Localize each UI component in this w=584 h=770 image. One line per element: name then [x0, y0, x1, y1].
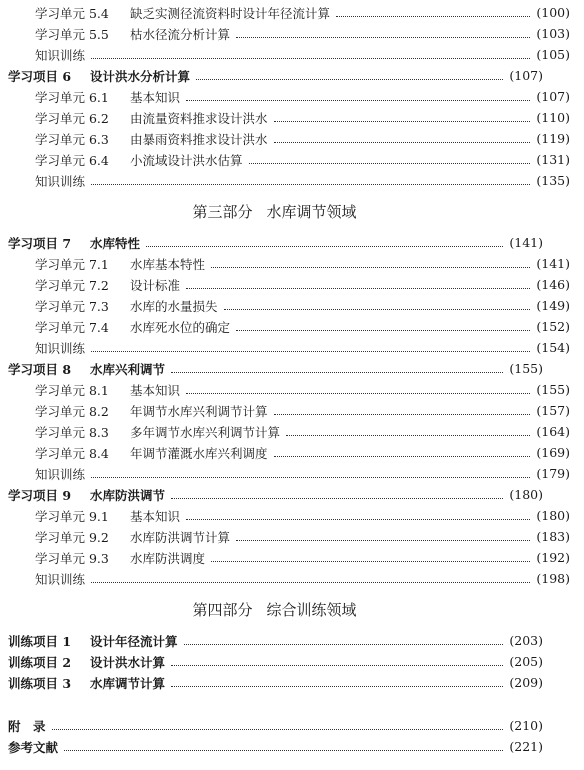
entry-number: 学习单元 6.4 — [35, 152, 109, 168]
entry-label — [35, 46, 85, 64]
toc-item-entry[interactable] — [0, 232, 557, 253]
entry-label — [35, 444, 268, 462]
entry-title: 缺乏实测径流资料时设计年径流计算 — [130, 5, 331, 21]
page-number: (221) — [509, 739, 543, 754]
entry-number: 学习单元 5.4 — [35, 5, 109, 21]
toc-unit-entry[interactable] — [0, 274, 584, 295]
entry-number: 学习单元 7.2 — [35, 277, 109, 293]
part-title: 水库调节领域 — [266, 203, 357, 221]
entry-label — [35, 130, 268, 148]
dot-leader — [91, 581, 530, 583]
page-number: (119) — [536, 131, 570, 146]
dot-leader — [236, 36, 530, 38]
dot-leader — [274, 120, 531, 122]
toc-exercise-entry[interactable] — [0, 337, 584, 358]
dot-leader — [211, 266, 530, 268]
part-number: 第三部分 — [192, 203, 253, 221]
entry-title: 多年调节水库兴利调节计算 — [130, 424, 281, 440]
entry-number: 学习单元 6.1 — [35, 89, 109, 105]
toc-unit-entry[interactable] — [0, 526, 584, 547]
dot-leader — [91, 57, 530, 59]
entry-label — [35, 423, 280, 441]
dot-leader — [171, 497, 503, 499]
dot-leader — [64, 749, 503, 751]
page-number: (100) — [536, 5, 570, 20]
entry-label — [35, 339, 85, 357]
page-number: (157) — [536, 403, 570, 418]
toc-appendix-entry[interactable] — [0, 715, 557, 736]
page-number: (183) — [536, 529, 570, 544]
entry-title: 水库死水位的确定 — [130, 319, 231, 335]
page-number: (135) — [536, 173, 570, 188]
entry-label — [35, 465, 85, 483]
toc-unit-entry[interactable] — [0, 505, 584, 526]
page-number: (103) — [536, 26, 570, 41]
page-number: (155) — [509, 361, 543, 376]
entry-number: 学习单元 9.3 — [35, 550, 109, 566]
page-number: (149) — [536, 298, 570, 313]
page-number: (179) — [536, 466, 570, 481]
entry-label — [35, 4, 330, 22]
entry-title: 由流量资料推求设计洪水 — [130, 110, 268, 126]
dot-leader — [171, 664, 503, 666]
entry-number: 学习单元 6.2 — [35, 110, 109, 126]
entry-number: 学习项目 6 — [8, 68, 72, 84]
dot-leader — [146, 245, 503, 247]
dot-leader — [286, 434, 530, 436]
entry-title: 知识训练 — [35, 340, 86, 356]
page-number: (198) — [536, 571, 570, 586]
entry-label — [8, 717, 46, 735]
entry-label — [35, 528, 230, 546]
entry-label — [35, 25, 230, 43]
entry-label — [35, 88, 180, 106]
dot-leader — [91, 183, 530, 185]
dot-leader — [274, 141, 531, 143]
entry-title: 参考文献 — [8, 739, 59, 755]
entry-label — [35, 255, 205, 273]
entry-title: 年调节水库兴利调节计算 — [130, 403, 268, 419]
toc-unit-entry[interactable] — [0, 379, 584, 400]
dot-leader — [186, 518, 530, 520]
entry-label — [8, 674, 165, 692]
toc-unit-entry[interactable] — [0, 86, 584, 107]
page-number: (152) — [536, 319, 570, 334]
part-number: 第四部分 — [192, 601, 253, 619]
toc-unit-entry[interactable] — [0, 400, 584, 421]
dot-leader — [224, 308, 531, 310]
entry-label — [35, 109, 268, 127]
page-number: (169) — [536, 445, 570, 460]
dot-leader — [52, 728, 504, 730]
toc-unit-entry[interactable] — [0, 421, 584, 442]
entry-number: 学习单元 8.4 — [35, 445, 109, 461]
entry-title: 水库调节计算 — [90, 675, 166, 691]
entry-number: 学习单元 7.4 — [35, 319, 109, 335]
page-number: (180) — [536, 508, 570, 523]
toc-item-entry[interactable] — [0, 672, 557, 693]
toc-unit-entry[interactable] — [0, 149, 584, 170]
entry-title: 水库兴利调节 — [90, 361, 166, 377]
entry-label — [8, 486, 165, 504]
entry-number: 训练项目 3 — [8, 675, 72, 691]
toc-unit-entry[interactable] — [0, 253, 584, 274]
dot-leader — [274, 455, 531, 457]
entry-number: 学习单元 7.1 — [35, 256, 109, 272]
dot-leader — [186, 392, 530, 394]
entry-number: 学习单元 9.2 — [35, 529, 109, 545]
entry-label — [35, 172, 85, 190]
page-number: (110) — [536, 110, 570, 125]
dot-leader — [236, 329, 530, 331]
toc-unit-entry[interactable] — [0, 107, 584, 128]
entry-label — [8, 653, 165, 671]
page-number: (192) — [536, 550, 570, 565]
entry-title: 水库防洪调度 — [130, 550, 206, 566]
dot-leader — [236, 539, 530, 541]
part-heading — [0, 200, 549, 224]
entry-title: 设计年径流计算 — [90, 633, 178, 649]
entry-title: 水库的水量损失 — [130, 298, 218, 314]
entry-label — [8, 67, 190, 85]
entry-title: 设计洪水分析计算 — [90, 68, 191, 84]
entry-title: 知识训练 — [35, 466, 86, 482]
toc-item-entry[interactable] — [0, 484, 557, 505]
entry-title: 水库基本特性 — [130, 256, 206, 272]
page-number: (210) — [509, 718, 543, 733]
dot-leader — [196, 78, 503, 80]
entry-title: 附 录 — [8, 718, 46, 734]
entry-number: 学习单元 8.1 — [35, 382, 109, 398]
dot-leader — [184, 643, 504, 645]
entry-title: 由暴雨资料推求设计洪水 — [130, 131, 268, 147]
entry-label — [35, 570, 85, 588]
dot-leader — [91, 476, 530, 478]
page-number: (105) — [536, 47, 570, 62]
dot-leader — [336, 15, 530, 17]
toc-unit-entry[interactable] — [0, 295, 584, 316]
page-number: (107) — [536, 89, 570, 104]
toc-appendix-entry[interactable] — [0, 736, 557, 757]
dot-leader — [171, 685, 503, 687]
page-number: (180) — [509, 487, 543, 502]
page-number: (209) — [509, 675, 543, 690]
entry-title: 知识训练 — [35, 47, 86, 63]
entry-label — [35, 276, 180, 294]
dot-leader — [186, 287, 530, 289]
entry-label — [8, 738, 58, 756]
entry-title: 基本知识 — [130, 508, 181, 524]
entry-number: 学习单元 6.3 — [35, 131, 109, 147]
entry-label — [35, 402, 268, 420]
entry-number: 学习单元 7.3 — [35, 298, 109, 314]
part-title: 综合训练领域 — [266, 601, 357, 619]
toc-exercise-entry[interactable] — [0, 568, 584, 589]
entry-title: 水库特性 — [90, 235, 141, 251]
entry-label — [8, 632, 178, 650]
page-number: (205) — [509, 654, 543, 669]
dot-leader — [186, 99, 530, 101]
page-number: (107) — [509, 68, 543, 83]
entry-number: 学习项目 9 — [8, 487, 72, 503]
toc-item-entry[interactable] — [0, 630, 557, 651]
entry-number: 训练项目 2 — [8, 654, 72, 670]
entry-number: 训练项目 1 — [8, 633, 72, 649]
toc-item-entry[interactable] — [0, 65, 557, 86]
dot-leader — [171, 371, 503, 373]
entry-label — [35, 318, 230, 336]
entry-number: 学习项目 7 — [8, 235, 72, 251]
entry-label — [35, 297, 218, 315]
entry-title: 知识训练 — [35, 173, 86, 189]
entry-title: 年调节灌溉水库兴利调度 — [130, 445, 268, 461]
entry-label — [35, 549, 205, 567]
entry-number: 学习单元 8.3 — [35, 424, 109, 440]
toc-unit-entry[interactable] — [0, 23, 584, 44]
entry-title: 基本知识 — [130, 89, 181, 105]
entry-label — [35, 151, 243, 169]
entry-number: 学习单元 9.1 — [35, 508, 109, 524]
dot-leader — [91, 350, 530, 352]
page-number: (141) — [509, 235, 543, 250]
dot-leader — [274, 413, 531, 415]
toc-unit-entry[interactable] — [0, 442, 584, 463]
entry-number: 学习项目 8 — [8, 361, 72, 377]
entry-number: 学习单元 8.2 — [35, 403, 109, 419]
toc-exercise-entry[interactable] — [0, 463, 584, 484]
entry-label — [8, 234, 140, 252]
page-number: (146) — [536, 277, 570, 292]
page-number: (155) — [536, 382, 570, 397]
entry-number: 学习单元 5.5 — [35, 26, 109, 42]
entry-title: 设计标准 — [130, 277, 181, 293]
part-heading — [0, 598, 549, 622]
entry-label — [35, 381, 180, 399]
page-number: (203) — [509, 633, 543, 648]
toc-item-entry[interactable] — [0, 651, 557, 672]
entry-title: 小流域设计洪水估算 — [130, 152, 243, 168]
entry-title: 水库防洪调节 — [90, 487, 166, 503]
page-number: (154) — [536, 340, 570, 355]
page-number: (131) — [536, 152, 570, 167]
entry-title: 枯水径流分析计算 — [130, 26, 231, 42]
toc-exercise-entry[interactable] — [0, 170, 584, 191]
entry-label — [8, 360, 165, 378]
entry-title: 知识训练 — [35, 571, 86, 587]
toc-unit-entry[interactable] — [0, 2, 584, 23]
page-number: (164) — [536, 424, 570, 439]
toc-unit-entry[interactable] — [0, 128, 584, 149]
entry-title: 水库防洪调节计算 — [130, 529, 231, 545]
entry-label — [35, 507, 180, 525]
toc-unit-entry[interactable] — [0, 547, 584, 568]
toc-item-entry[interactable] — [0, 358, 557, 379]
toc-unit-entry[interactable] — [0, 316, 584, 337]
entry-title: 基本知识 — [130, 382, 181, 398]
page-number: (141) — [536, 256, 570, 271]
dot-leader — [249, 162, 531, 164]
toc-exercise-entry[interactable] — [0, 44, 584, 65]
entry-title: 设计洪水计算 — [90, 654, 166, 670]
dot-leader — [211, 560, 530, 562]
